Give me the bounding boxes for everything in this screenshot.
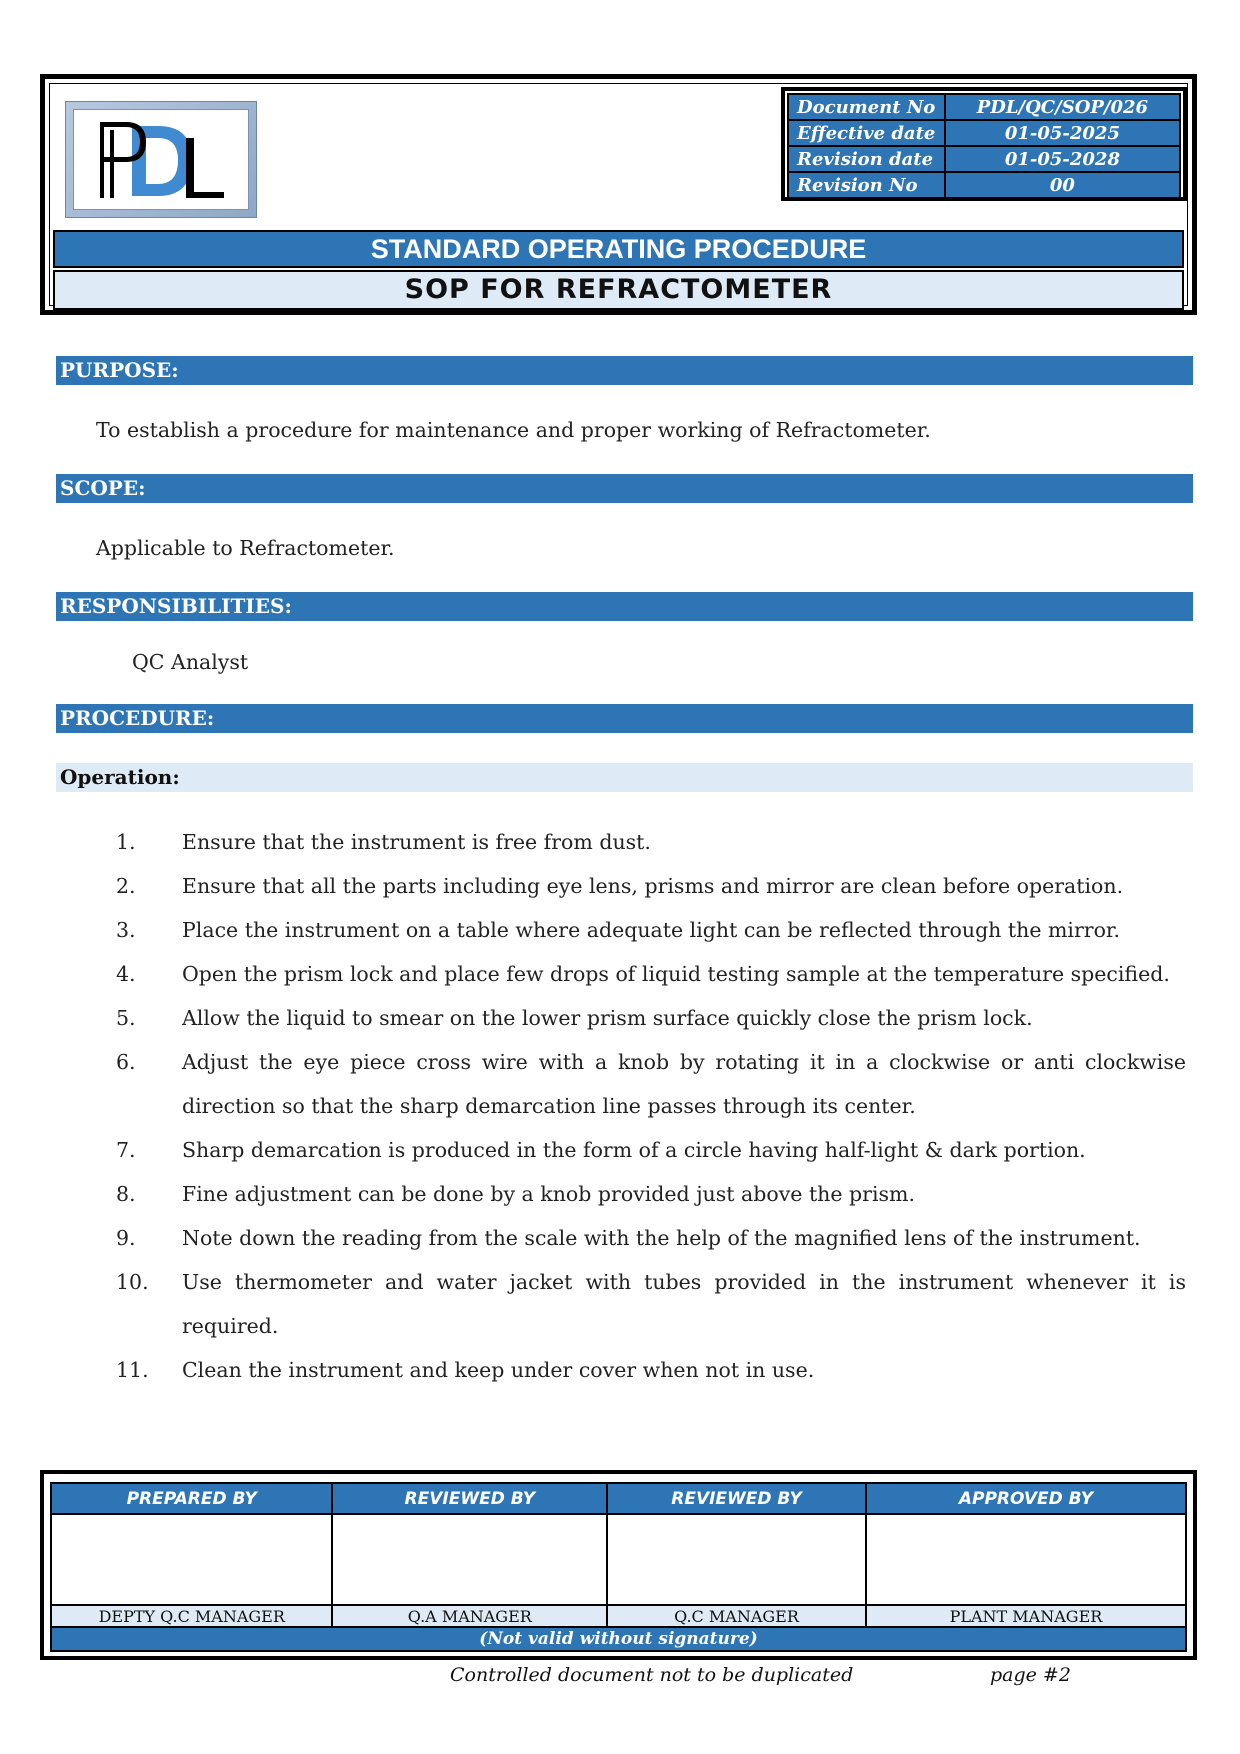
meta-label-revision-no: Revision No	[788, 172, 945, 198]
list-item	[110, 1216, 1190, 1260]
list-item	[110, 908, 1190, 952]
step-text: Sharp demarcation is produced in the form of a circle having half-light & dark portion.	[182, 1138, 1086, 1162]
purpose-heading: PURPOSE:	[56, 356, 1193, 385]
step-number: 11.	[116, 1358, 149, 1382]
step-text: Adjust the eye piece cross wire with a knob by rotating it in a clockwise or anti clockwise direction so that the sharp demarcation line passes through its center.	[182, 1050, 1186, 1118]
list-item	[110, 864, 1190, 908]
step-text: Allow the liquid to smear on the lower prism surface quickly close the prism lock.	[182, 1006, 1033, 1030]
step-number: 9.	[116, 1226, 136, 1250]
sop-title: SOP FOR REFRACTOMETER	[53, 270, 1184, 310]
operation-subheading: Operation:	[56, 763, 1193, 792]
meta-row	[788, 146, 1180, 172]
list-item	[110, 820, 1190, 864]
step-number: 7.	[116, 1138, 136, 1162]
prepared-by-header: PREPARED BY	[51, 1483, 332, 1514]
signature-block	[40, 1470, 1197, 1660]
signature-field-prepared	[51, 1514, 332, 1605]
list-item	[110, 1348, 1190, 1392]
document-meta-table	[781, 87, 1187, 201]
validity-note: (Not valid without signature)	[51, 1627, 1186, 1651]
list-item	[110, 1040, 1190, 1128]
page-number: page #2	[990, 1664, 1071, 1686]
logo-face	[73, 109, 249, 210]
step-number: 2.	[116, 874, 136, 898]
step-text: Place the instrument on a table where adequate light can be reflected through the mirror.	[182, 918, 1120, 942]
meta-label-effective-date: Effective date	[788, 120, 945, 146]
meta-row	[788, 120, 1180, 146]
meta-value-revision-date: 01-05-2028	[945, 146, 1180, 172]
signature-field-reviewed-2	[607, 1514, 866, 1605]
controlled-document-note: Controlled document not to be duplicated	[450, 1664, 854, 1686]
step-text: Clean the instrument and keep under cover when not in use.	[182, 1358, 815, 1382]
procedure-heading: PROCEDURE:	[56, 704, 1193, 733]
meta-row	[788, 172, 1180, 198]
step-text: Ensure that the instrument is free from dust.	[182, 830, 651, 854]
list-item	[110, 1172, 1190, 1216]
step-number: 8.	[116, 1182, 136, 1206]
list-item	[110, 1128, 1190, 1172]
designation-deputy-qc-manager: DEPTY Q.C MANAGER	[51, 1605, 332, 1627]
signature-field-approved	[866, 1514, 1186, 1605]
step-number: 3.	[116, 918, 136, 942]
list-item	[110, 996, 1190, 1040]
meta-label-document-no: Document No	[788, 94, 945, 120]
designation-plant-manager: PLANT MANAGER	[866, 1605, 1186, 1627]
list-item	[110, 952, 1190, 996]
step-number: 4.	[116, 962, 136, 986]
scope-text: Applicable to Refractometer.	[96, 536, 395, 560]
scope-heading: SCOPE:	[56, 474, 1193, 503]
reviewed-by-header-2: REVIEWED BY	[607, 1483, 866, 1514]
designation-qc-manager: Q.C MANAGER	[607, 1605, 866, 1627]
step-number: 10.	[116, 1270, 149, 1294]
signature-inner	[50, 1482, 1187, 1650]
meta-label-revision-date: Revision date	[788, 146, 945, 172]
responsibilities-text: QC Analyst	[132, 650, 249, 674]
designation-qa-manager: Q.A MANAGER	[332, 1605, 607, 1627]
step-text: Use thermometer and water jacket with tubes provided in the instrument whenever it is required.	[182, 1270, 1186, 1338]
meta-value-revision-no: 00	[945, 172, 1180, 198]
step-text: Fine adjustment can be done by a knob provided just above the prism.	[182, 1182, 915, 1206]
approved-by-header: APPROVED BY	[866, 1483, 1186, 1514]
responsibilities-heading: RESPONSIBILITIES:	[56, 592, 1193, 621]
doc-type-title: STANDARD OPERATING PROCEDURE	[53, 230, 1184, 268]
pdl-logo-icon	[74, 110, 249, 210]
purpose-text: To establish a procedure for maintenance and proper working of Refractometer.	[96, 418, 931, 442]
meta-value-document-no: PDL/QC/SOP/026	[945, 94, 1180, 120]
company-logo	[65, 101, 257, 218]
procedure-steps	[110, 820, 1190, 1392]
header-inner-frame	[49, 83, 1188, 306]
meta-value-effective-date: 01-05-2025	[945, 120, 1180, 146]
step-text: Ensure that all the parts including eye lens, prisms and mirror are clean before operation.	[182, 874, 1124, 898]
step-number: 5.	[116, 1006, 136, 1030]
step-number: 6.	[116, 1050, 136, 1074]
step-text: Open the prism lock and place few drops of liquid testing sample at the temperature specified.	[182, 962, 1170, 986]
list-item	[110, 1260, 1190, 1348]
step-text: Note down the reading from the scale with the help of the magnified lens of the instrument.	[182, 1226, 1141, 1250]
signature-field-reviewed	[332, 1514, 607, 1605]
step-number: 1.	[116, 830, 136, 854]
reviewed-by-header: REVIEWED BY	[332, 1483, 607, 1514]
meta-row	[788, 94, 1180, 120]
document-header	[40, 74, 1197, 315]
